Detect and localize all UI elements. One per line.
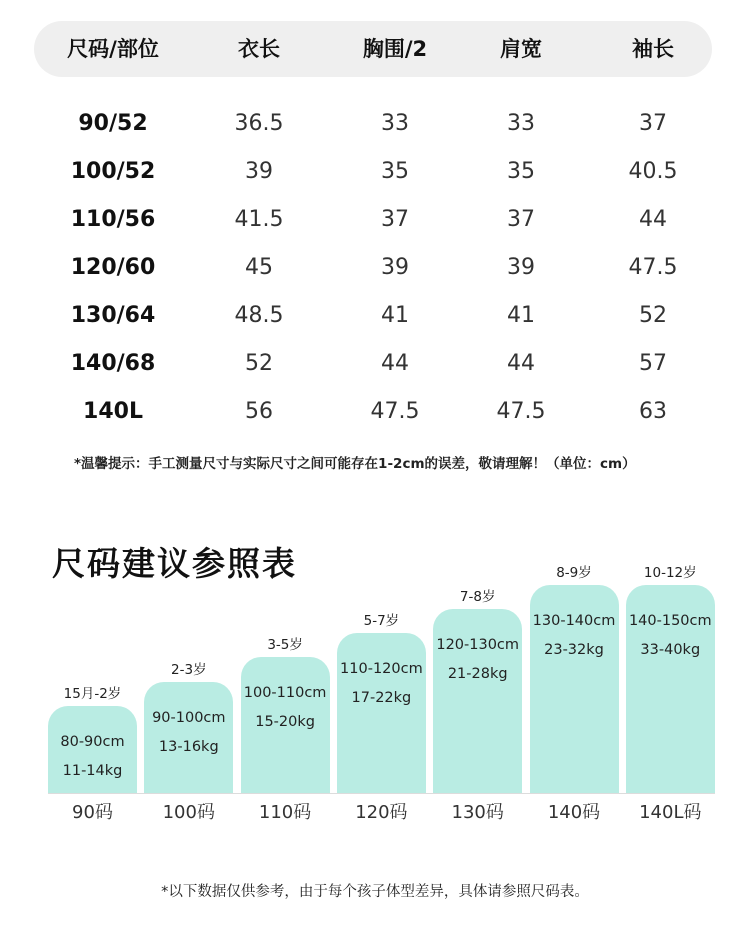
table-row [0,390,750,434]
size-label: 90码 [72,802,113,823]
age-label: 2-3岁 [171,661,207,678]
value-cell: 39 [507,255,535,280]
header-cell: 肩宽 [500,37,542,61]
header-cell: 尺码/部位 [67,37,159,61]
height-range: 110-120cm [340,661,423,678]
table-row [0,198,750,242]
size-cell: 100/52 [70,159,156,184]
size-label: 110码 [258,802,312,823]
value-cell: 41.5 [234,207,284,232]
value-cell: 37 [381,207,409,232]
height-range: 120-130cm [436,636,520,653]
header-cell: 袖长 [632,37,674,61]
value-cell: 41 [507,303,535,328]
header-cell: 胸围/2 [362,37,428,61]
weight-range: 33-40kg [640,641,701,658]
value-cell: 35 [507,159,535,184]
value-cell: 33 [507,111,535,136]
height-range: 80-90cm [60,734,125,750]
value-cell: 52 [639,303,667,328]
size-cell: 140/68 [70,351,156,376]
chart-baseline [48,793,715,794]
age-label: 7-8岁 [459,588,496,605]
size-bar [144,682,233,794]
value-cell: 35 [381,159,409,184]
value-cell: 63 [639,399,667,424]
table-row [0,294,750,338]
height-range: 130-140cm [532,612,616,629]
value-cell: 56 [245,399,273,424]
size-cell: 90/52 [78,111,148,136]
value-cell: 36.5 [234,111,284,136]
value-cell: 44 [507,351,535,376]
table-row [0,342,750,386]
value-cell: 44 [639,207,667,232]
height-range: 100-110cm [243,685,327,702]
size-bar [48,706,137,794]
age-label: 15月-2岁 [63,686,122,702]
value-cell: 47.5 [628,255,678,280]
size-cell: 140L [83,399,143,424]
weight-range: 11-14kg [62,763,123,779]
size-label: 130码 [451,802,504,823]
size-bar [530,585,619,795]
size-label: 120码 [355,802,408,823]
measurement-note: *温馨提示：手工测量尺寸与实际尺寸之间可能存在1-2cm的误差，敬请理解！（单位：cm） [74,456,636,472]
value-cell: 41 [381,303,409,328]
age-label: 5-7岁 [363,613,400,630]
size-cell: 120/60 [70,255,156,280]
size-bar [241,657,330,794]
weight-range: 13-16kg [158,738,219,755]
age-label: 3-5岁 [267,637,303,654]
value-cell: 48.5 [234,303,284,328]
size-bar [337,633,426,794]
value-cell: 52 [245,351,273,376]
size-cell: 110/56 [70,207,156,232]
value-cell: 33 [381,111,409,136]
value-cell: 47.5 [370,399,420,424]
weight-range: 23-32kg [544,641,604,658]
weight-range: 17-22kg [351,690,412,707]
weight-range: 21-28kg [447,665,508,682]
table-row [0,102,750,146]
size-label: 140L码 [639,802,702,823]
size-cell: 130/64 [70,303,156,328]
section-title: 尺码建议参照表 [52,544,297,583]
value-cell: 44 [381,351,409,376]
size-bar [433,609,522,794]
height-range: 90-100cm [152,709,226,726]
value-cell: 39 [245,159,273,184]
value-cell: 47.5 [496,399,546,424]
size-bar [626,585,715,795]
size-label: 100码 [162,802,215,823]
weight-range: 15-20kg [255,714,315,731]
value-cell: 45 [245,255,273,280]
table-row [0,246,750,290]
age-label: 10-12岁 [643,564,697,581]
value-cell: 37 [507,207,535,232]
value-cell: 37 [639,111,667,136]
value-cell: 39 [381,255,409,280]
table-row [0,150,750,194]
reference-note: *以下数据仅供参考，由于每个孩子体型差异，具体请参照尺码表。 [161,884,589,900]
size-label: 140码 [547,802,601,823]
age-label: 8-9岁 [556,564,592,581]
value-cell: 57 [639,351,667,376]
header-cell: 衣长 [238,37,280,61]
height-range: 140-150cm [628,612,712,629]
value-cell: 40.5 [628,159,678,184]
